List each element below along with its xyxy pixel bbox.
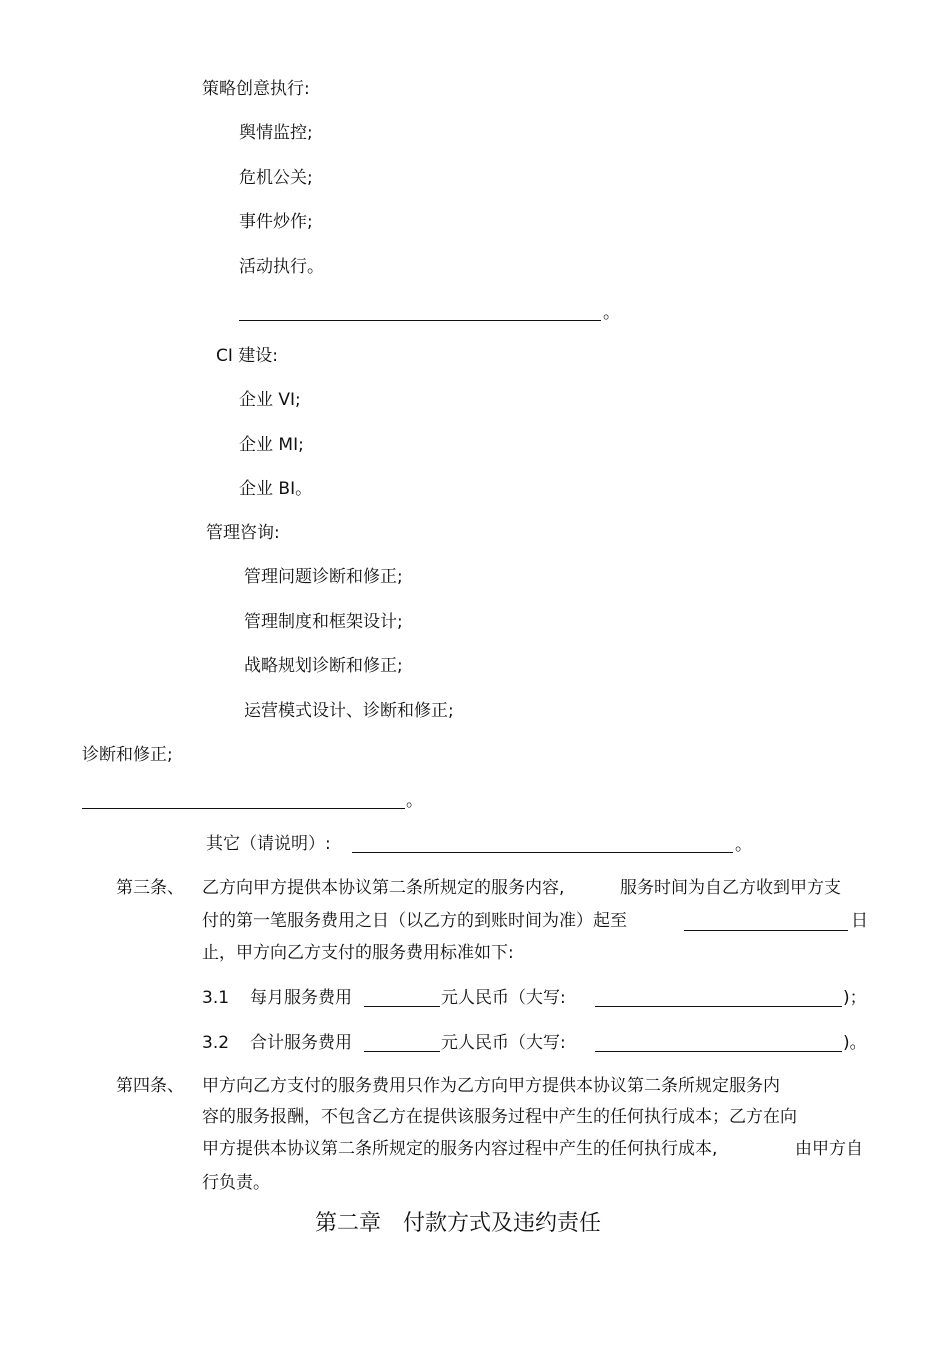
other-end: 。 xyxy=(735,835,752,855)
ci-item-mi: 企业 MI; xyxy=(239,435,304,455)
article3-line1-b: 服务时间为自乙方收到甲方支 xyxy=(620,878,841,898)
consulting-item-4: 运营模式设计、诊断和修正; xyxy=(244,701,454,721)
fee-2-end: )。 xyxy=(843,1033,867,1053)
article4-line2: 容的服务报酬，不包含乙方在提供该服务过程中产生的任何执行成本；乙方在向 xyxy=(202,1107,797,1127)
consulting-item-2: 管理制度和框架设计; xyxy=(244,612,403,632)
article3-label: 第三条、 xyxy=(116,878,184,898)
fee-2-amount-blank[interactable] xyxy=(364,1050,440,1052)
other-blank-line[interactable] xyxy=(352,851,733,853)
fee-1-label: 每月服务费用 xyxy=(250,988,352,1008)
article4-label: 第四条、 xyxy=(116,1076,184,1096)
fee-2-words-blank[interactable] xyxy=(595,1050,842,1052)
article3-line3: 止，甲方向乙方支付的服务费用标准如下: xyxy=(202,943,514,963)
other-label: 其它（请说明）: xyxy=(206,834,331,854)
article3-line2-a: 付的第一笔服务费用之日（以乙方的到账时间为准）起至 xyxy=(202,911,627,931)
article3-line1-a: 乙方向甲方提供本协议第二条所规定的服务内容, xyxy=(202,878,565,898)
consulting-blank-line[interactable] xyxy=(82,807,405,809)
article3-date-blank[interactable] xyxy=(684,929,848,931)
consulting-item-3: 战略规划诊断和修正; xyxy=(244,656,403,676)
strategy-item-1: 舆情监控; xyxy=(239,123,313,143)
fee-1-num: 3.1 xyxy=(202,988,230,1008)
strategy-blank-line[interactable] xyxy=(239,319,601,321)
consulting-blank-end: 。 xyxy=(406,791,423,811)
strategy-item-4: 活动执行。 xyxy=(239,257,324,277)
ci-item-vi: 企业 VI; xyxy=(239,390,301,410)
ci-heading: CI 建设: xyxy=(216,346,279,366)
strategy-item-3: 事件炒作; xyxy=(239,212,313,232)
article4-line3-b: 由甲方自 xyxy=(795,1139,863,1159)
article4-line3-a: 甲方提供本协议第二条所规定的服务内容过程中产生的任何执行成本, xyxy=(202,1139,718,1159)
strategy-blank-end: 。 xyxy=(603,303,620,323)
fee-1-end: )； xyxy=(843,988,867,1008)
consulting-extra: 诊断和修正; xyxy=(82,745,173,765)
article4-line1: 甲方向乙方支付的服务费用只作为乙方向甲方提供本协议第二条所规定服务内 xyxy=(202,1076,780,1096)
fee-1-amount-blank[interactable] xyxy=(364,1005,440,1007)
strategy-item-2: 危机公关; xyxy=(239,168,313,188)
fee-2-num: 3.2 xyxy=(202,1033,230,1053)
fee-2-unit: 元人民币（大写: xyxy=(441,1033,566,1053)
article3-line2-b: 日 xyxy=(851,911,868,931)
fee-1-words-blank[interactable] xyxy=(595,1005,842,1007)
ci-item-bi: 企业 BI。 xyxy=(239,479,313,499)
fee-2-label: 合计服务费用 xyxy=(250,1033,352,1053)
consulting-heading: 管理咨询: xyxy=(206,523,280,543)
chapter-title: 第二章 付款方式及违约责任 xyxy=(315,1211,602,1236)
strategy-heading: 策略创意执行: xyxy=(202,79,310,99)
fee-1-unit: 元人民币（大写: xyxy=(441,988,566,1008)
article4-line4: 行负责。 xyxy=(202,1173,270,1193)
consulting-item-1: 管理问题诊断和修正; xyxy=(244,567,403,587)
